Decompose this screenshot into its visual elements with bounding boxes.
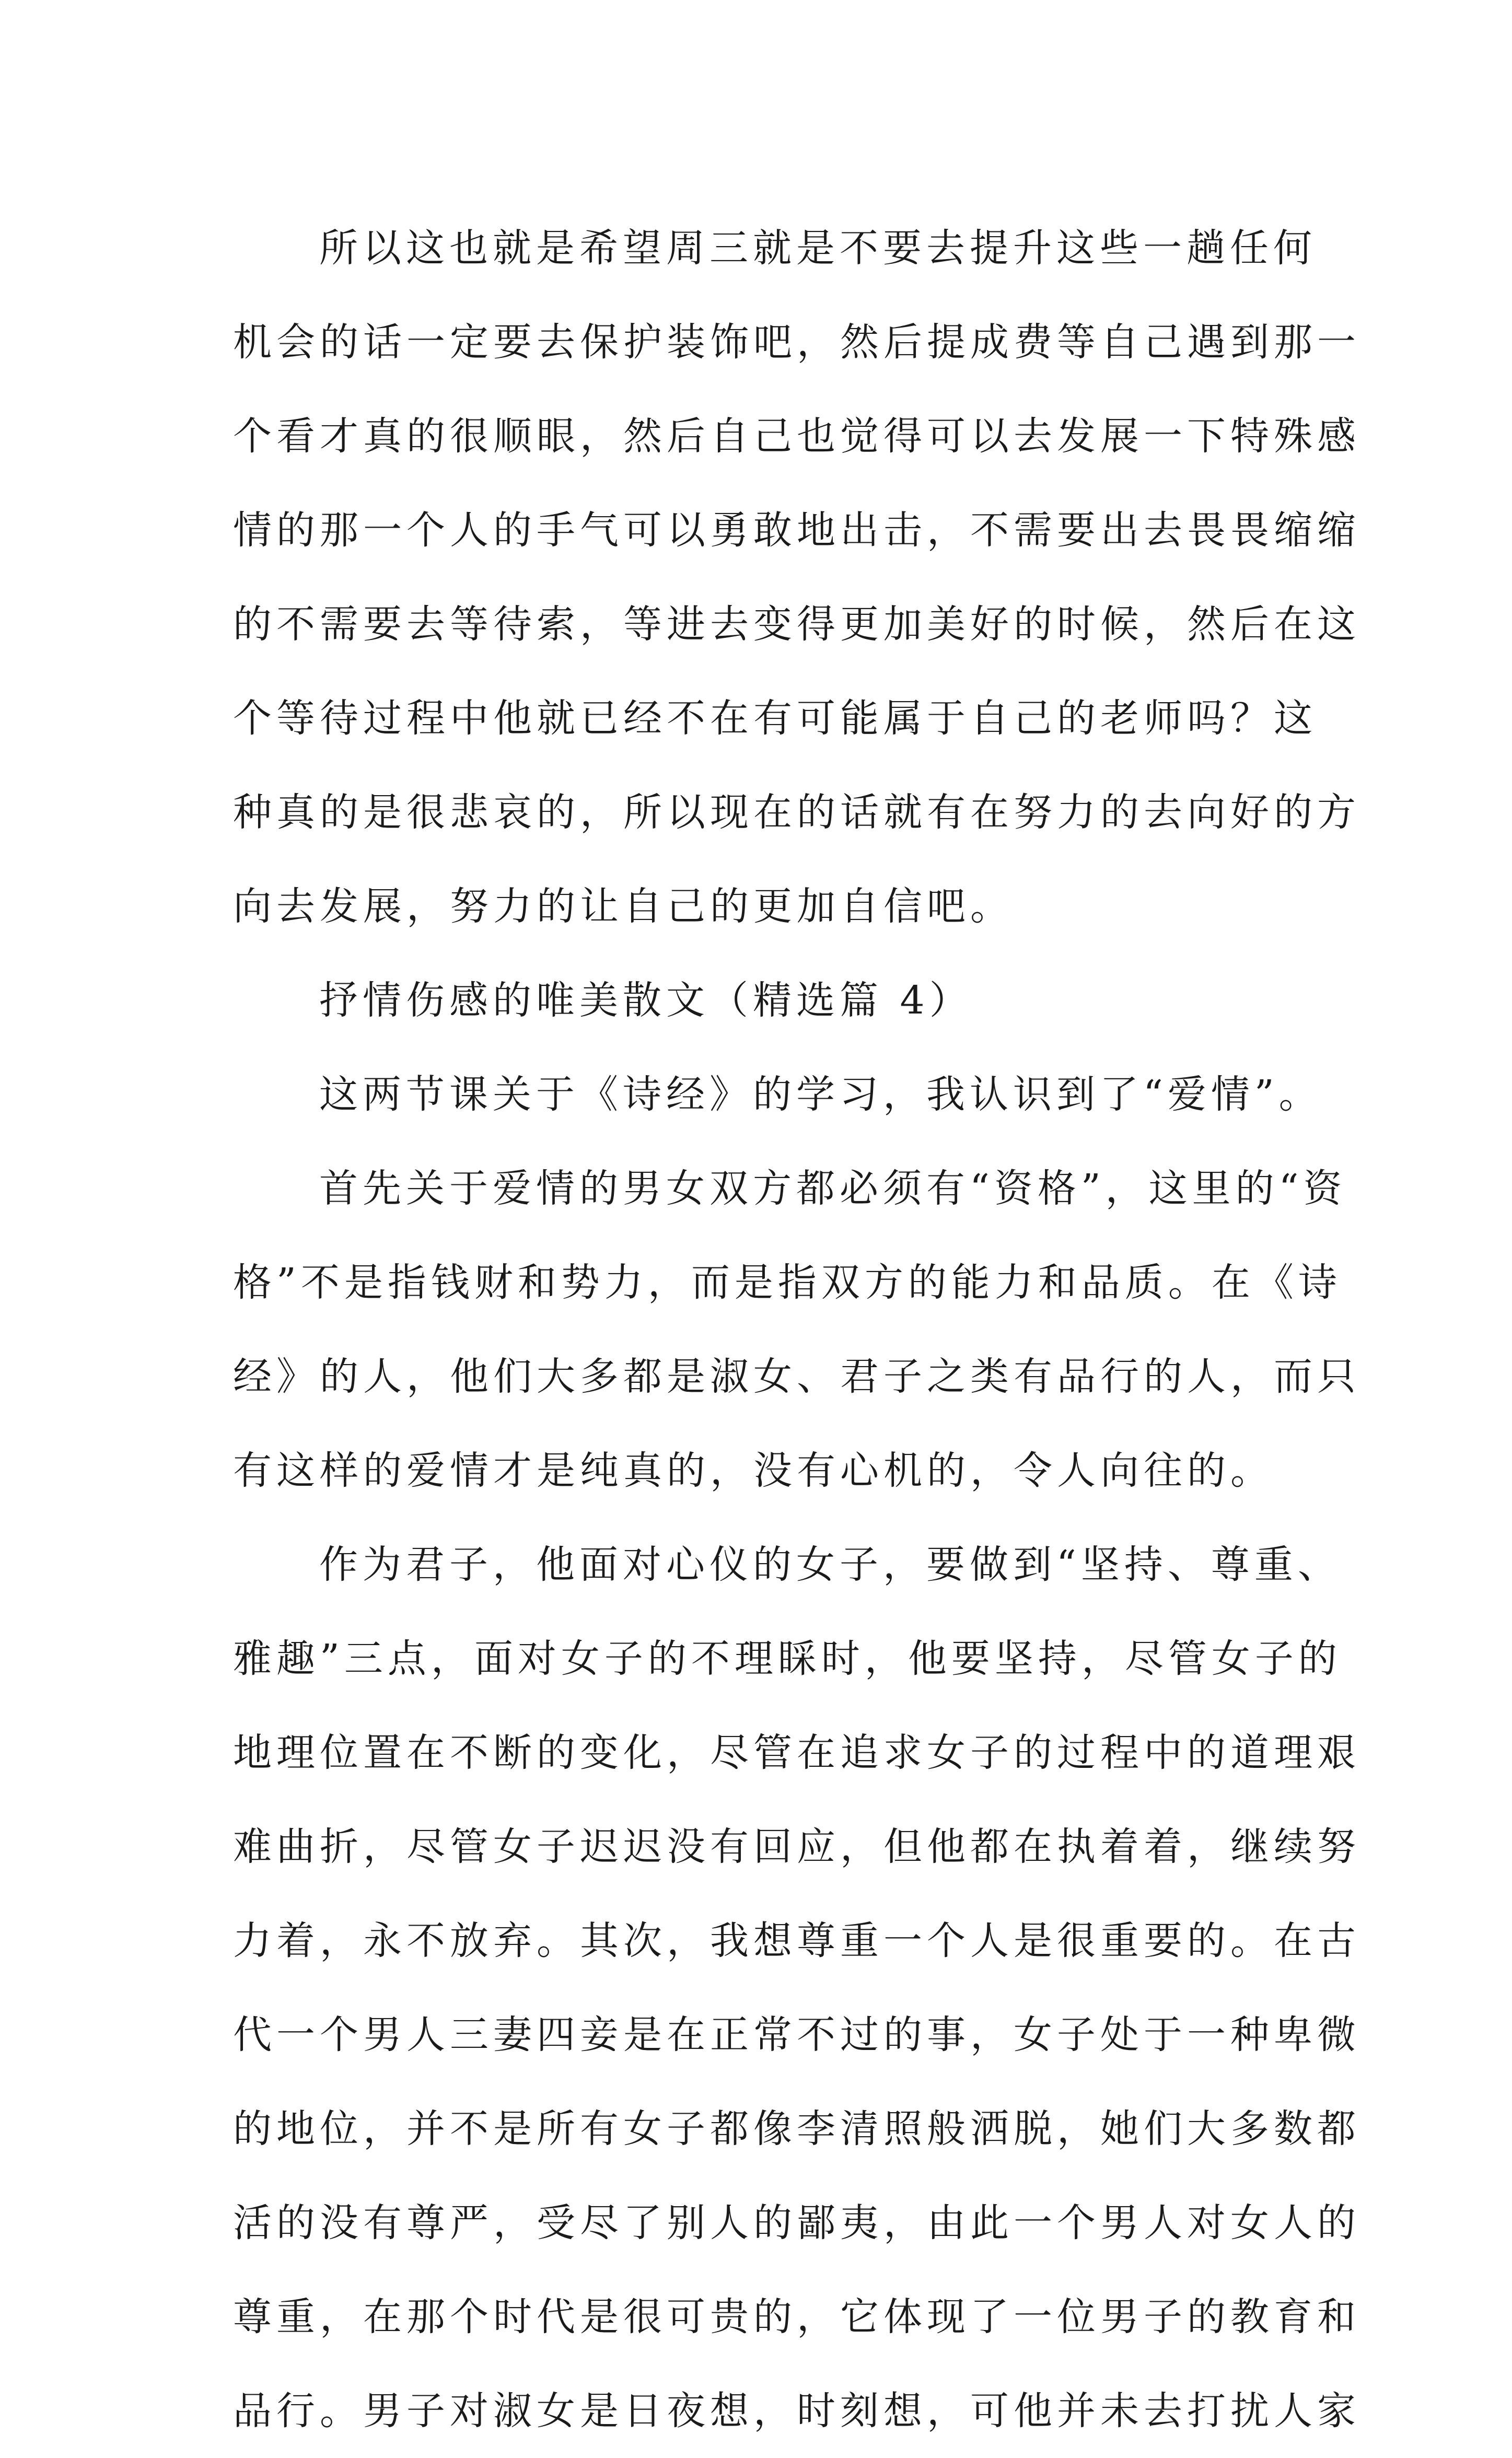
text-line: 情的那一个人的手气可以勇敢地出击，不需要出去畏畏缩缩 (233, 508, 1360, 553)
text-line: 格”不是指钱财和势力，而是指双方的能力和品质。在《诗 (233, 1260, 1342, 1305)
text-line: 地理位置在不断的变化，尽管在追求女子的过程中的道理艰 (233, 1730, 1360, 1775)
text-line: 的不需要去等待索，等进去变得更加美好的时候，然后在这 (233, 602, 1360, 647)
text-line: 有这样的爱情才是纯真的，没有心机的，令人向往的。 (233, 1448, 1274, 1493)
text-line: 代一个男人三妻四妾是在正常不过的事，女子处于一种卑微 (233, 2012, 1360, 2057)
text-line: 个等待过程中他就已经不在有可能属于自己的老师吗？这 (233, 696, 1317, 741)
text-line: 这两节课关于《诗经》的学习，我认识到了“爱情”。 (319, 1072, 1322, 1117)
body-text (233, 201, 1360, 2458)
text-line: 难曲折，尽管女子迟迟没有回应，但他都在执着着，继续努 (233, 1824, 1360, 1869)
text-line: 尊重，在那个时代是很可贵的，它体现了一位男子的教育和 (233, 2294, 1360, 2339)
text-line: 雅趣”三点，面对女子的不理睬时，他要坚持，尽管女子的 (233, 1636, 1342, 1681)
text-line: 种真的是很悲哀的，所以现在的话就有在努力的去向好的方 (233, 790, 1360, 835)
text-line: 向去发展，努力的让自己的更加自信吧。 (233, 884, 1014, 929)
text-line: 个看才真的很顺眼，然后自己也觉得可以去发展一下特殊感 (233, 414, 1360, 459)
text-line: 品行。男子对淑女是日夜想，时刻想，可他并未去打扰人家 (233, 2389, 1360, 2433)
text-line: 活的没有尊严，受尽了别人的鄙夷，由此一个男人对女人的 (233, 2200, 1360, 2245)
text-line: 经》的人，他们大多都是淑女、君子之类有品行的人，而只 (233, 1354, 1360, 1399)
text-line: 机会的话一定要去保护装饰吧，然后提成费等自己遇到那一 (233, 320, 1360, 365)
section-heading: 抒情伤感的唯美散文（精选篇 4） (319, 978, 973, 1023)
text-line: 所以这也就是希望周三就是不要去提升这些一趟任何 (319, 226, 1317, 271)
text-line: 首先关于爱情的男女双方都必须有“资格”，这里的“资 (319, 1166, 1347, 1211)
text-line: 力着，永不放弃。其次，我想尊重一个人是很重要的。在古 (233, 1918, 1360, 1963)
text-line: 的地位，并不是所有女子都像李清照般洒脱，她们大多数都 (233, 2106, 1360, 2151)
text-line: 作为君子，他面对心仪的女子，要做到“坚持、尊重、 (319, 1542, 1341, 1587)
